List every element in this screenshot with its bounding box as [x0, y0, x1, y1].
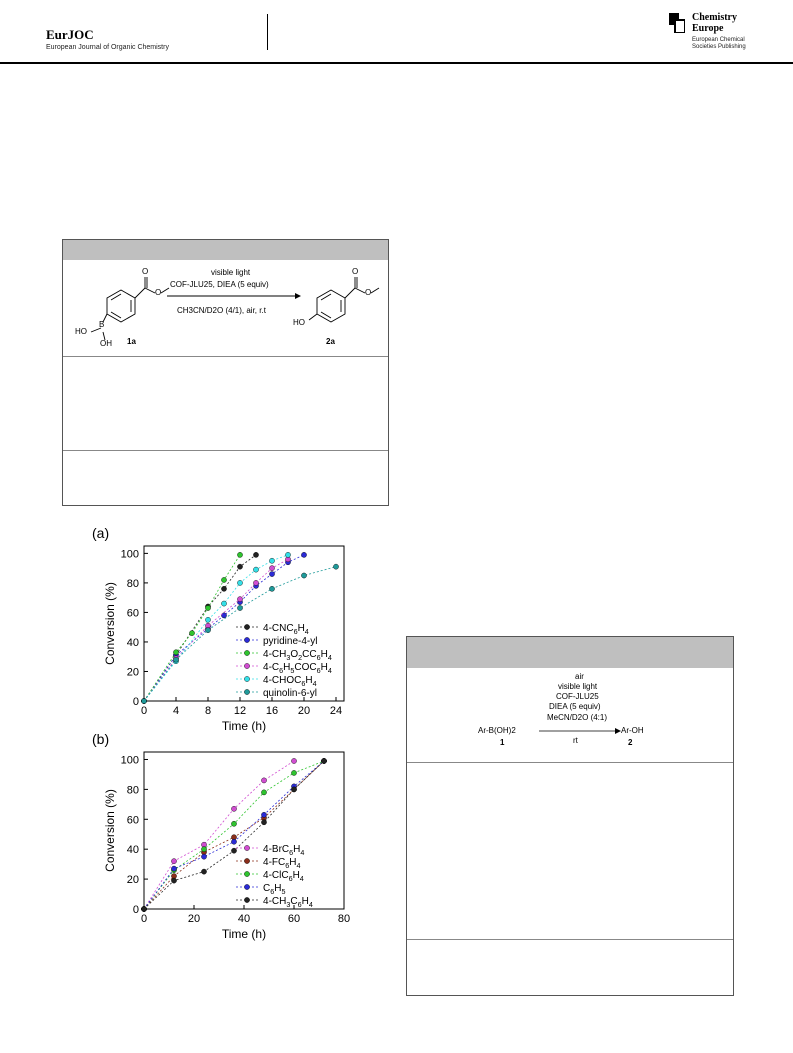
legend-marker — [244, 637, 249, 642]
journal-full-name: European Journal of Organic Chemistry — [46, 44, 169, 51]
panel-label: (b) — [92, 731, 110, 747]
legend-marker — [244, 884, 249, 889]
data-point — [237, 597, 242, 602]
legend-label: $C_6H_5$ — [263, 883, 286, 896]
data-point — [261, 778, 266, 783]
y-tick-label: 40 — [126, 636, 139, 649]
legend-label: $4-ClC_6H_4$ — [263, 870, 304, 883]
x-tick-label: 0 — [140, 913, 148, 925]
series-line — [144, 555, 256, 701]
y-tick-label: 0 — [132, 904, 139, 916]
legend-marker — [244, 624, 249, 629]
legend-label: $4-CH_3O_2CC_6H_4$ — [263, 649, 332, 662]
condition-top: visible light — [211, 268, 251, 277]
legend-marker — [244, 663, 249, 668]
publisher-sub-2: Societies Publishing — [692, 44, 746, 50]
table-header-bar — [407, 637, 733, 668]
compound-label-2: 2 — [628, 738, 633, 747]
legend-label: $4-CHOC_6H_4$ — [263, 675, 317, 688]
legend-label: quinolin-6-yl — [263, 688, 317, 699]
y-tick-label: 20 — [126, 874, 139, 887]
y-tick-label: 80 — [126, 784, 139, 797]
y-tick-label: 100 — [120, 754, 139, 767]
legend-marker — [244, 858, 249, 863]
data-point — [333, 564, 338, 569]
data-point — [189, 630, 194, 635]
data-point — [261, 790, 266, 795]
y-tick-label: 60 — [126, 607, 139, 620]
data-point — [141, 906, 146, 911]
data-point — [237, 605, 242, 610]
data-point — [237, 564, 242, 569]
compound-label-1a: 1a — [127, 337, 136, 346]
carbonyl-o-2: O — [352, 267, 359, 276]
data-point — [171, 866, 176, 871]
table-divider — [407, 939, 733, 940]
x-tick-label: 40 — [237, 913, 251, 925]
legend-marker — [244, 650, 249, 655]
plot-frame — [144, 546, 344, 701]
cond-air: air — [575, 672, 584, 681]
x-axis-label: Time (h) — [221, 927, 267, 941]
ho-label: HO — [75, 327, 87, 336]
y-tick-label: 60 — [126, 814, 139, 827]
reaction-arrow-2 — [539, 727, 621, 735]
y-tick-label: 40 — [126, 844, 139, 857]
x-axis-label: Time (h) — [221, 719, 267, 733]
data-point — [291, 770, 296, 775]
data-point — [231, 806, 236, 811]
legend-label: $4-FC_6H_4$ — [263, 857, 301, 870]
y-tick-label: 80 — [126, 577, 139, 590]
publisher-name-1: Chemistry — [692, 12, 737, 23]
x-tick-label: 0 — [140, 705, 148, 717]
publisher-sub-1: European Chemical — [692, 37, 745, 43]
data-point — [201, 847, 206, 852]
carbonyl-o-1: O — [142, 267, 149, 276]
data-point — [171, 859, 176, 864]
data-point — [201, 854, 206, 859]
cond-base: DIEA (5 equiv) — [549, 702, 601, 711]
data-point — [301, 573, 306, 578]
cond-solvent: MeCN/D2O (4:1) — [547, 713, 608, 722]
data-point — [261, 820, 266, 825]
data-point — [171, 878, 176, 883]
x-tick-label: 20 — [187, 913, 201, 925]
x-tick-label: 24 — [329, 705, 343, 717]
legend-label: $4-C_6H_5COC_6H_4$ — [263, 662, 332, 675]
data-point — [231, 848, 236, 853]
x-tick-label: 80 — [337, 913, 351, 925]
y-tick-label: 20 — [126, 666, 139, 679]
compound-label-2a: 2a — [326, 337, 335, 346]
compound-label-1: 1 — [500, 738, 505, 747]
data-point — [221, 601, 226, 606]
data-point — [261, 812, 266, 817]
x-tick-label: 4 — [172, 705, 180, 717]
y-tick-label: 0 — [132, 696, 139, 708]
data-point — [269, 586, 274, 591]
data-point — [221, 577, 226, 582]
data-point — [231, 839, 236, 844]
data-point — [221, 586, 226, 591]
product-formula: Ar-OH — [621, 726, 644, 735]
legend-label: $4-BrC_6H_4$ — [263, 844, 305, 857]
condition-mid: COF-JLU25, DIEA (5 equiv) — [170, 280, 269, 289]
legend-marker — [244, 676, 249, 681]
legend-marker — [244, 871, 249, 876]
legend-label: $4-CNC_6H_4$ — [263, 623, 309, 636]
cond-catalyst: COF-JLU25 — [556, 692, 599, 701]
condition-bottom: CH3CN/D2O (4/1), air, r.t — [177, 306, 266, 315]
data-point — [291, 787, 296, 792]
scheme-table-2 — [406, 636, 734, 996]
data-point — [301, 552, 306, 557]
y-tick-label: 100 — [120, 548, 139, 561]
panel-label: (a) — [92, 525, 110, 541]
data-point — [253, 552, 258, 557]
cond-temperature: rt — [573, 736, 578, 745]
data-point — [321, 758, 326, 763]
y-axis-label: Conversion (%) — [103, 582, 117, 665]
data-point — [253, 567, 258, 572]
legend-marker — [244, 689, 249, 694]
x-tick-label: 16 — [265, 705, 279, 717]
data-point — [201, 869, 206, 874]
data-point — [231, 821, 236, 826]
x-tick-label: 8 — [204, 705, 212, 717]
data-point — [237, 552, 242, 557]
data-point — [291, 758, 296, 763]
ester-o-1: O — [155, 288, 162, 297]
data-point — [237, 580, 242, 585]
data-point — [205, 628, 210, 633]
data-point — [253, 580, 258, 585]
publisher-name-2: Europe — [692, 23, 724, 34]
data-point — [269, 566, 274, 571]
reactant-formula: Ar-B(OH)2 — [478, 726, 516, 735]
journal-name: EurJOC — [46, 27, 94, 42]
data-point — [141, 698, 146, 703]
table-divider — [407, 762, 733, 763]
data-point — [269, 558, 274, 563]
legend-label: $4-CH_3C_6H_4$ — [263, 896, 313, 909]
data-point — [173, 650, 178, 655]
boron-label: B — [99, 320, 105, 329]
x-tick-label: 20 — [297, 705, 311, 717]
x-tick-label: 12 — [233, 705, 247, 717]
product-ho-label: HO — [293, 318, 305, 327]
ester-o-2: O — [365, 288, 372, 297]
data-point — [269, 571, 274, 576]
cond-visible-light: visible light — [558, 682, 598, 691]
data-point — [173, 657, 178, 662]
data-point — [205, 605, 210, 610]
series-line — [144, 555, 240, 701]
data-point — [285, 552, 290, 557]
y-axis-label: Conversion (%) — [103, 789, 117, 872]
oh-label: OH — [100, 339, 112, 348]
x-tick-label: 60 — [287, 913, 301, 925]
legend-marker — [244, 845, 249, 850]
legend-label: pyridine-4-yl — [263, 636, 318, 647]
legend-marker — [244, 897, 249, 902]
data-point — [205, 617, 210, 622]
